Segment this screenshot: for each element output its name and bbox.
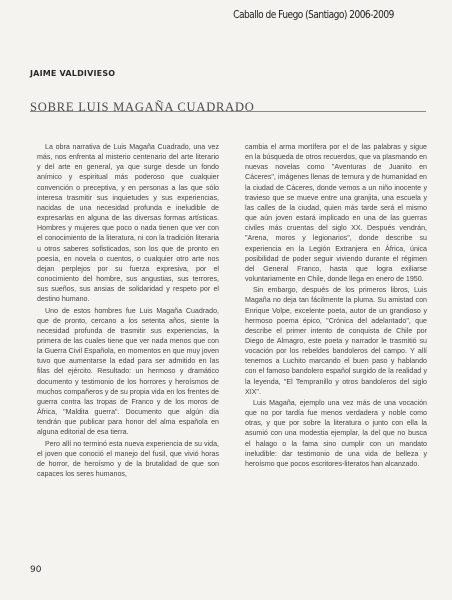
running-head: Caballo de Fuego (Santiago) 2006-2009 [233, 9, 394, 21]
paragraph: Pero allí no terminó esta nueva experiencia de su vida, el joven que conoció el manejo del fusil, que vivió horas de horror, de heroísmo y de la brutalidad de que son capaces los seres humanos, [37, 439, 219, 478]
paragraph: La obra narrativa de Luis Magaña Cuadrado, una vez más, nos enfrenta al misterio centenario del arte literario y del arte en general, ya que surge desde un fondo anímico y espiritual más poderoso que cualquier convención o preceptiva, y en personas a las que sólo interesa trasmitir sus inquietudes y sus experiencias, nacidas de una necesidad profunda e ineludible de expresarlas en alguna de las diversas formas artísticas. Hombres y mujeres que poco o nada tienen que ver con el conocimiento de la literatura, ni con la tradición literaria u otros saberes sofisticados, son los que de pronto en poesía, en novela o cuentos, o cualquier otro arte nos dejan perplejos por su fuerza expresiva, por el conocimiento del hombre, sus angustias, sus terrores, sus sueños, sus ansias de solidaridad y respeto por el destino humano. [37, 143, 219, 304]
article-title: SOBRE LUIS MAGAÑA CUADRADO [30, 100, 255, 115]
right-text-column [245, 142, 427, 470]
article-author: JAIME VALDIVIESO [30, 69, 116, 78]
paragraph: cambia el arma mortífera por el de las palabras y sigue en la búsqueda de otros recuerdos, que va plasmando en nuevas novelas como "Aventuras de Juanito en Cáceres", imágenes llenas de ternura y de humanidad en la ciudad de Cáceres, donde vemos a un niño inocente y travieso que se mueve entre una granjita, una escuela y las calles de la ciudad, quien más tarde será el mismo que aún joven estará implicado en una de las guerras civiles más cruentas del siglo XX. Después vendrán, "Arena, moros y legionarios", donde describe su experiencia en la Legión Extranjera en África, única posibilidad de poder seguir viviendo durante el régimen del General Franco, hasta que logra exiliarse voluntariamente en Chile, donde llega en enero de 1950. [245, 143, 427, 284]
paragraph: Luis Magaña, ejemplo una vez más de una vocación que no por tardía fue menos verdadera y noble como otras, y que por sobre la literatura o junto con ella la asumió con una modestia ejemplar, la del que no busca el halago o la fama sino cumplir con un mandato ineludible: dar testimonio de una vida de belleza y heroísmo que pocos escritores-literatos han alcanzado. [245, 398, 427, 468]
left-text-column [37, 142, 219, 480]
paragraph: Uno de estos hombres fue Luis Magaña Cuadrado, que de pronto, cercano a los setenta años, siente la necesidad profunda de trasmitir sus experiencias, la primera de las cuales tiene que ver nada menos que con la Guerra Civil Española, en momentos en que muy joven tuvo que aumentarse la edad para ser admitido en las filas del ejército. Resultado: un hermoso y dramático documento y testimonio de los horrores y heroísmos de muchos compañeros y de su propia vida en los frentes de guerra contra las tropas de Franco y de los moros de África, "Maldita guerra". Documento que algún día tendrán que publicar para honor del alma española en alguna editorial de esa tierra. [37, 306, 219, 437]
paragraph: Sin embargo, después de los primeros libros, Luis Magaña no deja tan fácilmente la pluma. Su amistad con Enrique Volpe, excelente poeta, autor de un grandioso y hermoso poema épico, "Crónica del adelantado", que describe el primer intento de conquista de Chile por Diego de Almagro, este poeta y narrador le trasmitió su vocación por los rebeldes bandoleros del campo. Y allí tenemos a Luchito marcando el buen paso y hablando con el famoso bandolero español surgido de la realidad y la leyenda, "El Tempranillo y otros bandoleros del siglo XIX". [245, 286, 427, 396]
page-number: 90 [30, 565, 42, 575]
title-underline [30, 111, 426, 112]
